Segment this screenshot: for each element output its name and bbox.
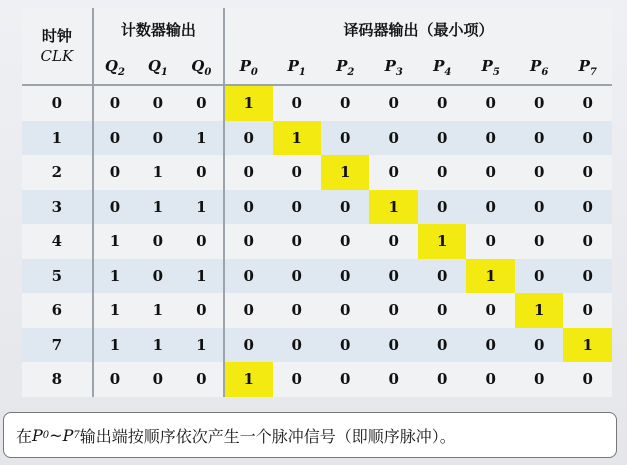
decoder-cell: 0 (224, 155, 272, 190)
col-sub: 2 (347, 66, 355, 78)
decoder-cell: 0 (321, 293, 369, 328)
decoder-col-header (515, 50, 563, 85)
clk-cell: 5 (22, 259, 93, 294)
counter-cell: 0 (136, 85, 179, 121)
decoder-cell: 0 (466, 85, 514, 121)
table-row (22, 155, 612, 190)
decoder-cell-active: 1 (224, 362, 272, 397)
decoder-cell: 0 (224, 121, 272, 156)
note-tilde: ~ (49, 425, 63, 445)
decoder-cell: 0 (321, 362, 369, 397)
decoder-cell: 0 (418, 293, 466, 328)
clk-cell: 4 (22, 224, 93, 259)
counter-cell: 0 (180, 155, 224, 190)
decoder-cell: 0 (273, 155, 321, 190)
counter-cell: 0 (180, 224, 224, 259)
decoder-col-header (273, 50, 321, 85)
decoder-cell: 0 (466, 328, 514, 363)
header-row-1 (22, 8, 612, 50)
decoder-cell: 0 (515, 224, 563, 259)
decoder-cell: 0 (515, 190, 563, 225)
decoder-cell-active: 1 (418, 224, 466, 259)
decoder-cell: 0 (563, 224, 612, 259)
col-sub: 0 (250, 66, 258, 78)
decoder-cell: 0 (321, 190, 369, 225)
col-sub: 1 (298, 66, 306, 78)
decoder-cell: 0 (466, 362, 514, 397)
decoder-cell: 0 (224, 328, 272, 363)
decoder-cell-active: 1 (515, 293, 563, 328)
counter-col-header (136, 50, 179, 85)
note-to-sub: 7 (73, 429, 80, 441)
decoder-cell: 0 (466, 224, 514, 259)
decoder-col-header (563, 50, 612, 85)
table-row (22, 121, 612, 156)
decoder-cell: 0 (273, 362, 321, 397)
counter-cell: 0 (93, 362, 136, 397)
decoder-col-header (418, 50, 466, 85)
decoder-cell: 0 (515, 328, 563, 363)
table-body (22, 85, 612, 397)
decoder-cell: 0 (418, 85, 466, 121)
decoder-cell: 0 (466, 293, 514, 328)
decoder-cell: 0 (321, 328, 369, 363)
decoder-cell: 0 (418, 121, 466, 156)
decoder-cell: 0 (466, 155, 514, 190)
decoder-cell: 0 (515, 85, 563, 121)
table-row (22, 224, 612, 259)
decoder-cell: 0 (273, 259, 321, 294)
counter-cell: 1 (180, 328, 224, 363)
col-sub: 5 (492, 66, 500, 78)
note-to-base: P (62, 425, 74, 445)
counter-cell: 0 (136, 121, 179, 156)
counter-col-header (93, 50, 136, 85)
col-sub: 1 (160, 66, 168, 78)
counter-cell: 0 (93, 190, 136, 225)
note-suffix: 输出端按顺序依次产生一个脉冲信号（即顺序脉冲）。 (79, 426, 456, 446)
decoder-col-header (466, 50, 514, 85)
decoder-cell: 0 (418, 328, 466, 363)
clk-cell: 0 (22, 85, 93, 121)
decoder-cell: 0 (515, 155, 563, 190)
decoder-cell: 0 (369, 259, 417, 294)
counter-cell: 0 (180, 85, 224, 121)
counter-header: 计数器输出 (93, 8, 224, 50)
table-row (22, 85, 612, 121)
decoder-cell: 0 (563, 259, 612, 294)
counter-cell: 1 (180, 190, 224, 225)
decoder-cell: 0 (563, 293, 612, 328)
col-sub: 3 (395, 66, 403, 78)
col-base: P (578, 56, 590, 75)
decoder-cell: 0 (466, 190, 514, 225)
col-base: P (239, 56, 251, 75)
header-row-2 (22, 50, 612, 85)
col-sub: 6 (541, 66, 549, 78)
note-box (3, 412, 617, 458)
decoder-cell-active: 1 (273, 121, 321, 156)
col-sub: 7 (589, 66, 597, 78)
decoder-cell: 0 (418, 362, 466, 397)
decoder-cell: 0 (515, 259, 563, 294)
decoder-cell: 0 (224, 190, 272, 225)
col-base: P (481, 56, 493, 75)
counter-cell: 0 (93, 121, 136, 156)
clk-cell: 6 (22, 293, 93, 328)
counter-cell: 1 (180, 259, 224, 294)
clk-cell: 7 (22, 328, 93, 363)
counter-cell: 1 (136, 155, 179, 190)
counter-cell: 0 (180, 293, 224, 328)
clk-header-cn: 时钟 (41, 27, 72, 45)
decoder-cell: 0 (369, 155, 417, 190)
counter-cell: 0 (136, 259, 179, 294)
decoder-cell: 0 (369, 224, 417, 259)
decoder-col-header (369, 50, 417, 85)
counter-cell: 0 (136, 362, 179, 397)
decoder-cell: 0 (273, 328, 321, 363)
decoder-cell: 0 (224, 224, 272, 259)
counter-cell: 1 (93, 224, 136, 259)
decoder-header: 译码器输出（最小项） (224, 8, 612, 50)
col-sub: 4 (444, 66, 452, 78)
decoder-cell-active: 1 (321, 155, 369, 190)
decoder-cell: 0 (321, 259, 369, 294)
counter-cell: 0 (180, 362, 224, 397)
decoder-cell: 0 (273, 190, 321, 225)
decoder-cell: 0 (321, 121, 369, 156)
decoder-col-header (321, 50, 369, 85)
decoder-cell: 0 (466, 121, 514, 156)
col-base: P (287, 56, 299, 75)
decoder-cell: 0 (563, 121, 612, 156)
col-base: P (433, 56, 445, 75)
table-row (22, 328, 612, 363)
counter-cell: 1 (93, 328, 136, 363)
decoder-cell: 0 (515, 362, 563, 397)
counter-cell: 0 (93, 85, 136, 121)
decoder-cell: 0 (369, 362, 417, 397)
decoder-col-header (224, 50, 272, 85)
counter-col-header (180, 50, 224, 85)
clk-header (22, 8, 93, 85)
decoder-cell-active: 1 (224, 85, 272, 121)
decoder-cell: 0 (563, 362, 612, 397)
decoder-cell: 0 (563, 190, 612, 225)
col-base: Q (147, 56, 161, 75)
decoder-cell: 0 (369, 328, 417, 363)
clk-header-en: CLK (40, 47, 74, 65)
decoder-cell: 0 (515, 121, 563, 156)
decoder-cell-active: 1 (466, 259, 514, 294)
col-base: Q (191, 56, 205, 75)
note-prefix: 在 (16, 426, 33, 446)
decoder-cell-active: 1 (369, 190, 417, 225)
col-sub: 0 (204, 66, 212, 78)
decoder-cell-active: 1 (563, 328, 612, 363)
decoder-cell: 0 (369, 85, 417, 121)
counter-cell: 0 (93, 155, 136, 190)
decoder-cell: 0 (273, 293, 321, 328)
counter-cell: 1 (136, 293, 179, 328)
counter-cell: 1 (93, 293, 136, 328)
note-from-sub: 0 (42, 429, 50, 441)
col-base: Q (104, 56, 118, 75)
col-sub: 2 (117, 66, 125, 78)
table-row (22, 293, 612, 328)
truth-table (22, 8, 612, 397)
clk-cell: 1 (22, 121, 93, 156)
decoder-cell: 0 (418, 155, 466, 190)
decoder-cell: 0 (321, 85, 369, 121)
counter-cell: 0 (136, 224, 179, 259)
decoder-cell: 0 (321, 224, 369, 259)
col-base: P (336, 56, 348, 75)
clk-cell: 2 (22, 155, 93, 190)
counter-cell: 1 (136, 190, 179, 225)
decoder-cell: 0 (369, 293, 417, 328)
decoder-cell: 0 (273, 224, 321, 259)
decoder-cell: 0 (369, 121, 417, 156)
col-base: P (384, 56, 396, 75)
counter-cell: 1 (136, 328, 179, 363)
decoder-cell: 0 (418, 190, 466, 225)
decoder-cell: 0 (418, 259, 466, 294)
note-from-base: P (32, 425, 43, 445)
counter-cell: 1 (180, 121, 224, 156)
clk-cell: 8 (22, 362, 93, 397)
decoder-cell: 0 (224, 259, 272, 294)
counter-cell: 1 (93, 259, 136, 294)
decoder-cell: 0 (224, 293, 272, 328)
col-base: P (530, 56, 542, 75)
decoder-cell: 0 (273, 85, 321, 121)
decoder-cell: 0 (563, 85, 612, 121)
clk-cell: 3 (22, 190, 93, 225)
decoder-cell: 0 (563, 155, 612, 190)
table-row (22, 190, 612, 225)
table-row (22, 259, 612, 294)
table-row (22, 362, 612, 397)
